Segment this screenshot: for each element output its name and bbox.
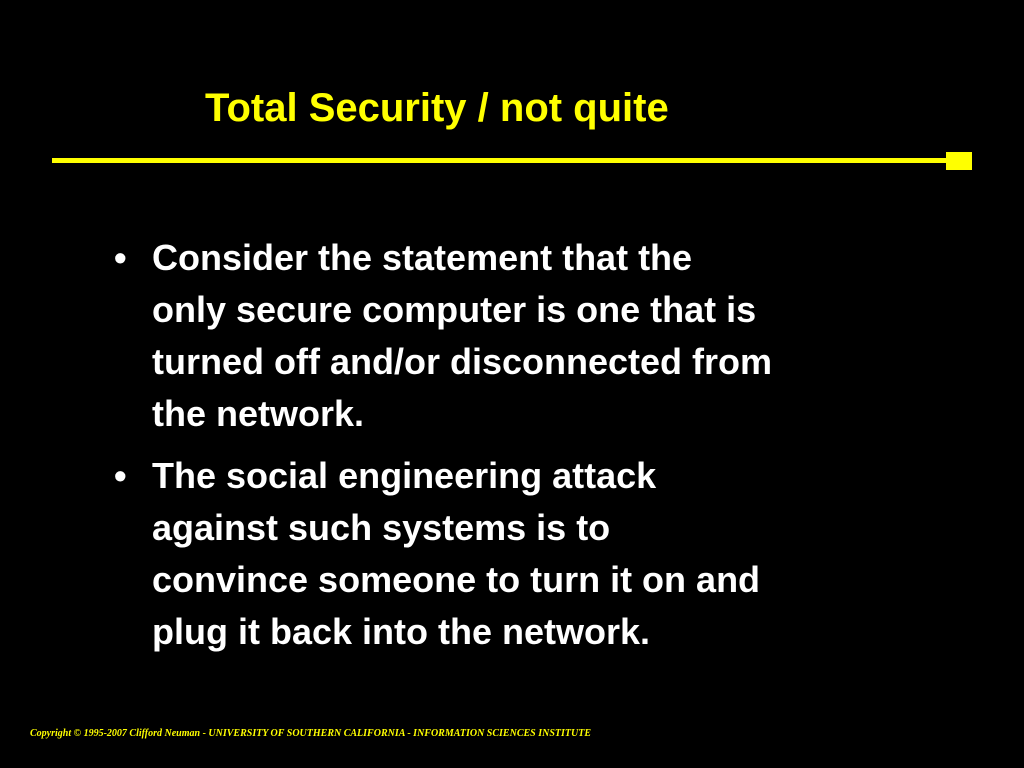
bullet-2-line-2: against such systems is to xyxy=(152,507,611,548)
slide-title: Total Security / not quite xyxy=(205,86,669,130)
bullet-list xyxy=(110,232,930,668)
bullet-1-line-4: the network. xyxy=(152,393,365,434)
bullet-glyph: • xyxy=(114,455,127,496)
bullet-1-line-2: only secure computer is one that is xyxy=(152,289,757,330)
bullet-glyph: • xyxy=(114,237,127,278)
title-rule-end-block xyxy=(946,152,972,170)
bullet-item-2 xyxy=(110,450,930,658)
title-underline-rule xyxy=(52,158,952,163)
copyright-footer: Copyright © 1995-2007 Clifford Neuman - UNIVERSITY OF SOUTHERN CALIFORNIA - INFORMATION SCIENCES INSTITUTE xyxy=(30,728,592,739)
bullet-1-line-1: Consider the statement that the xyxy=(152,237,693,278)
bullet-1-line-3: turned off and/or disconnected from xyxy=(152,341,773,382)
bullet-item-1 xyxy=(110,232,930,440)
bullet-2-line-4: plug it back into the network. xyxy=(152,611,651,652)
bullet-2-line-1: The social engineering attack xyxy=(152,455,657,496)
bullet-2-line-3: convince someone to turn it on and xyxy=(152,559,761,600)
